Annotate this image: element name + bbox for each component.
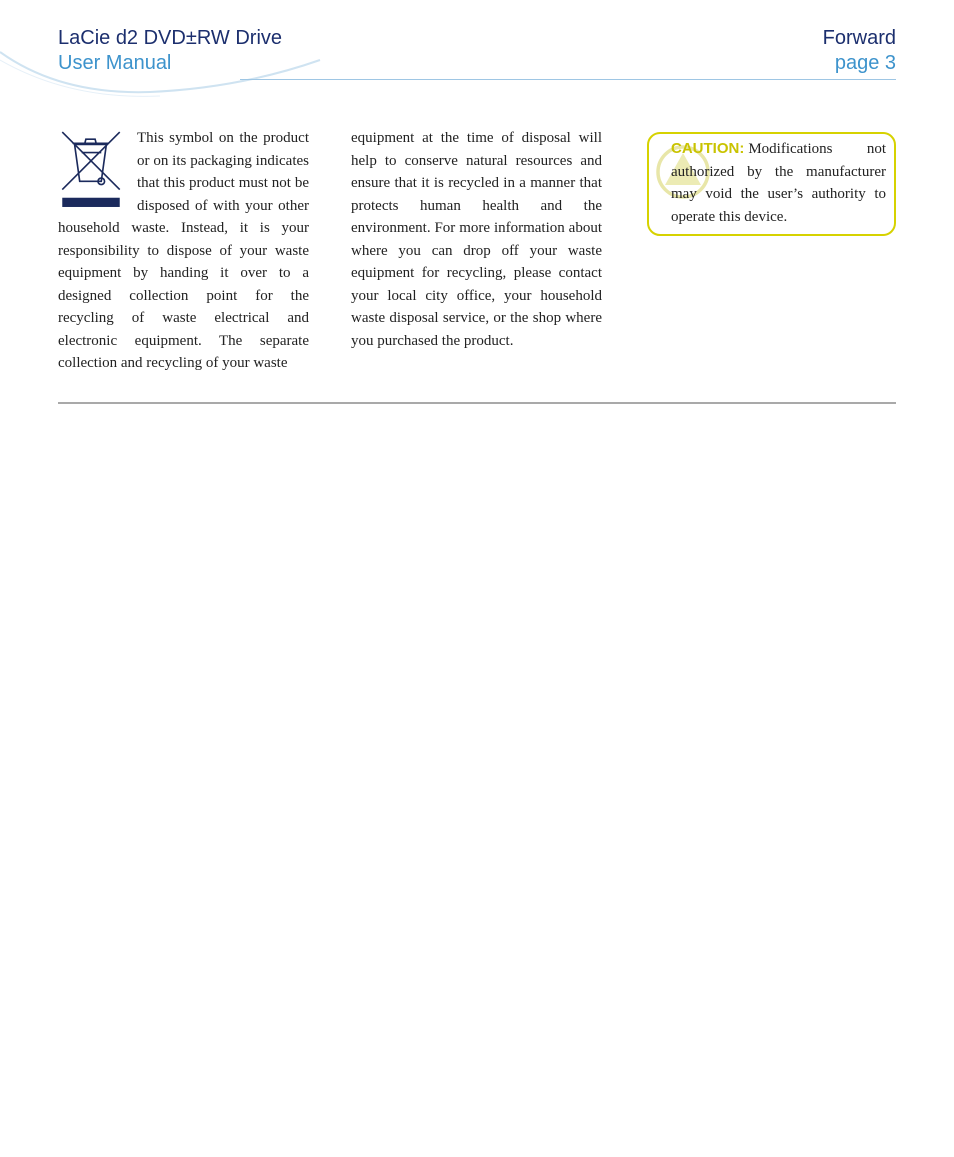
body-column-1 (58, 127, 309, 375)
crossed-out-wheelie-bin-icon (58, 130, 124, 208)
section-header (823, 26, 896, 76)
section-title: Forward (822, 27, 896, 49)
weee-disposal-text-part2: equipment at the time of disposal will help to conserve natural resources and ensure that it is recycled in a manner that protects human health and the environment. For more information about where you can drop off your waste equipment for recycling, please contact your local city office, your household waste disposal service, or the shop where you purchased the product. (351, 130, 602, 349)
caution-label: CAUTION: (671, 140, 745, 157)
document-subtitle: User Manual (58, 52, 172, 74)
caution-callout (647, 132, 896, 236)
document-title: LaCie d2 DVD±RW Drive (58, 27, 283, 49)
caution-message (671, 138, 886, 228)
header-divider (240, 79, 896, 80)
body-column-2 (351, 127, 602, 352)
weee-disposal-text-part1: This symbol on the product or on its packaging indicates that this product must not be disposed of with your other household waste. Instead, it is your responsibility to dispose of your waste equipment by handing it over to a designed collection point for the recycling of waste electrical and electronic equipment. The separate collection and recycling of your waste (58, 130, 309, 371)
page-number: page 3 (834, 52, 896, 74)
caution-text: Modifications not authorized by the manufacturer may void the user’s authority to operate this device. (671, 141, 886, 225)
section-divider (58, 402, 896, 404)
document-header (58, 26, 282, 76)
